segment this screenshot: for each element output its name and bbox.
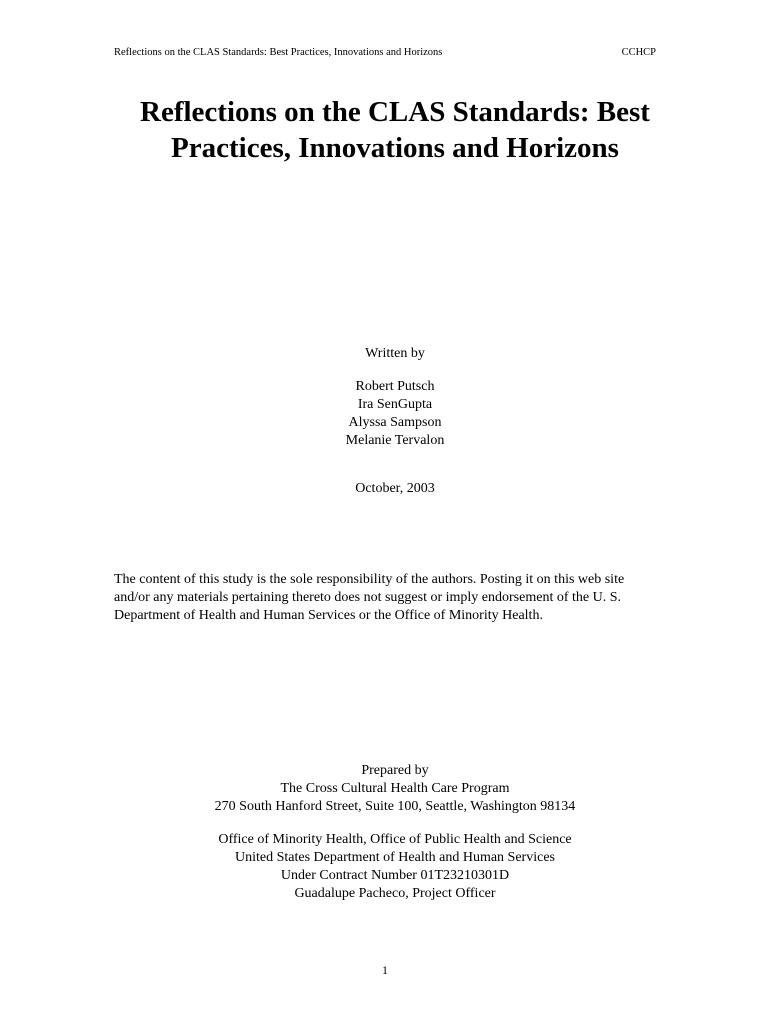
- author-list: [60, 378, 730, 450]
- disclaimer-line: and/or any materials pertaining thereto does not suggest or imply endorsement of the U. S.: [114, 590, 621, 605]
- author-name: Robert Putsch: [355, 379, 435, 394]
- author-name: Ira SenGupta: [357, 397, 433, 412]
- prepared-by-label: Prepared by: [361, 763, 429, 778]
- contract-number: Under Contract Number 01T23210301D: [280, 868, 510, 883]
- sponsor-department: United States Department of Health and Human Services: [235, 850, 555, 865]
- publication-date: October, 2003: [355, 481, 435, 496]
- disclaimer-line: Department of Health and Human Services or the Office of Minority Health.: [114, 608, 543, 623]
- document-title: [60, 94, 730, 166]
- running-header-title: Reflections on the CLAS Standards: Best Practices, Innovations and Horizons: [114, 47, 443, 58]
- running-header-org: CCHCP: [621, 47, 656, 58]
- document-title-line-2: Practices, Innovations and Horizons: [171, 132, 619, 164]
- document-title-line-1: Reflections on the CLAS Standards: Best: [140, 96, 650, 128]
- preparer-address: 270 South Hanford Street, Suite 100, Seattle, Washington 98134: [214, 799, 576, 814]
- disclaimer-paragraph: [114, 571, 674, 625]
- prepared-by-block: [60, 762, 730, 816]
- project-officer: Guadalupe Pacheco, Project Officer: [294, 886, 496, 901]
- written-by-label: Written by: [365, 346, 425, 361]
- sponsor-office: Office of Minority Health, Office of Public Health and Science: [218, 832, 572, 847]
- author-name: Melanie Tervalon: [345, 433, 445, 448]
- sponsor-block: [60, 831, 730, 903]
- disclaimer-line: The content of this study is the sole responsibility of the authors. Posting it on this web site: [114, 572, 625, 587]
- preparer-organization: The Cross Cultural Health Care Program: [280, 781, 510, 796]
- page-number: 1: [382, 963, 388, 977]
- running-header: [114, 46, 656, 60]
- author-name: Alyssa Sampson: [348, 415, 442, 430]
